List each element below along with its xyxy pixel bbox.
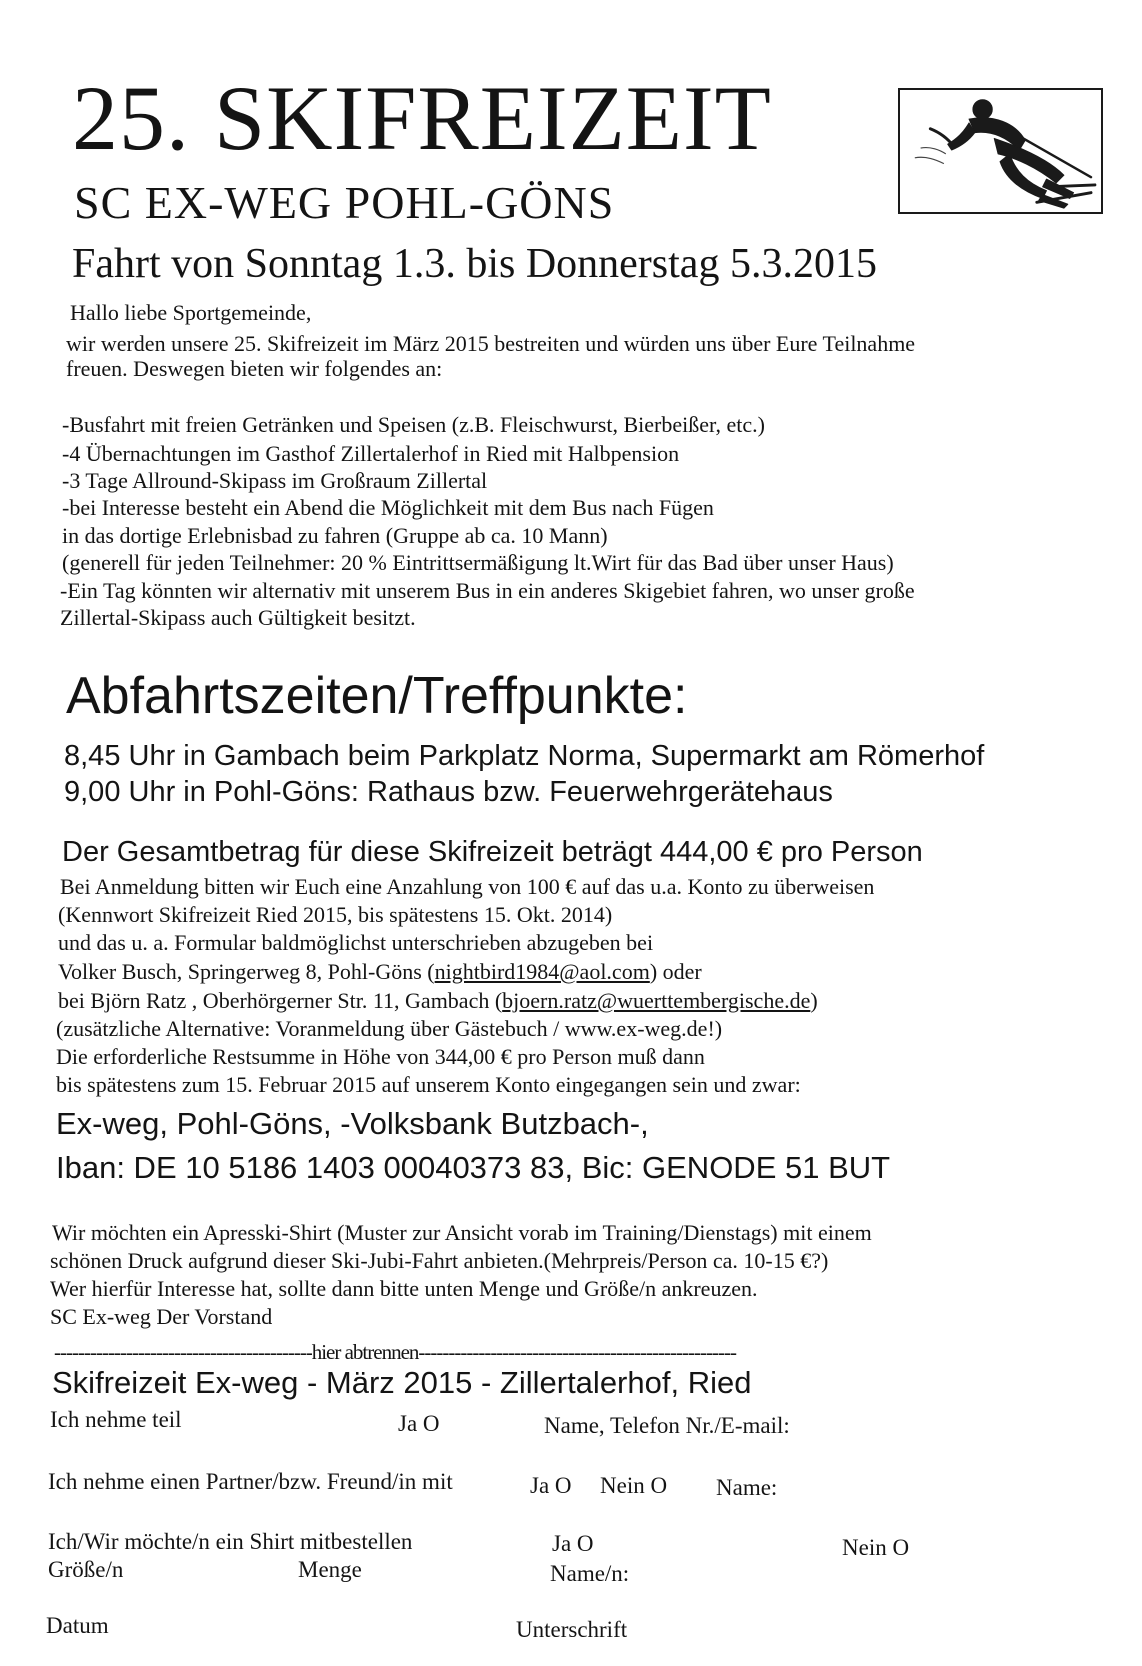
shirt-no-checkbox[interactable]: Nein O — [842, 1535, 910, 1560]
form-title: Skifreizeit Ex-weg - März 2015 - Zillertalerhof, Ried — [52, 1365, 752, 1400]
contact-volker — [58, 961, 702, 983]
offer-line: in das dortige Erlebnisbad zu fahren (Gruppe ab ca. 10 Mann) — [62, 523, 608, 548]
signoff: SC Ex-weg Der Vorstand — [50, 1304, 273, 1329]
cut-line: -------------------------------------------hier abtrennen----------------------------------------------------- — [54, 1340, 737, 1364]
intro-line: wir werden unsere 25. Skifreizeit im März 2015 bestreiten und würden uns über Eure Teilnahme — [66, 331, 916, 356]
total-price: Der Gesamtbetrag für diese Skifreizeit beträgt 444,00 € pro Person — [62, 836, 923, 868]
partner-label: Ich nehme einen Partner/bzw. Freund/in mit — [48, 1469, 453, 1494]
page-title: 25. SKIFREIZEIT — [72, 67, 772, 169]
partner-name-label: Name: — [716, 1475, 778, 1500]
club-name: SC EX-WEG POHL-GÖNS — [74, 177, 615, 228]
name-contact-label: Name, Telefon Nr./E-mail: — [544, 1413, 790, 1438]
signature-label: Unterschrift — [516, 1617, 628, 1642]
offer-line: (generell für jeden Teilnehmer: 20 % Eintrittsermäßigung lt.Wirt für das Bad über unser Haus) — [62, 550, 894, 575]
contact-bjoern — [58, 990, 818, 1012]
payment-line: Die erforderliche Restsumme in Höhe von 344,00 € pro Person muß dann — [56, 1044, 705, 1069]
payment-line: (Kennwort Skifreizeit Ried 2015, bis spätestens 15. Okt. 2014) — [58, 902, 613, 927]
partner-no-checkbox[interactable]: Nein O — [600, 1473, 668, 1498]
bank-account: Ex-weg, Pohl-Göns, -Volksbank Butzbach-, — [56, 1106, 649, 1141]
participate-label: Ich nehme teil — [50, 1407, 182, 1432]
contact-text: ) — [810, 988, 818, 1013]
offer-line: -Ein Tag könnten wir alternativ mit unserem Bus in ein anderes Skigebiet fahren, wo unser große — [60, 578, 915, 603]
trip-dates: Fahrt von Sonntag 1.3. bis Donnerstag 5.3.2015 — [72, 241, 877, 287]
contact-text: Volker Busch, Springerweg 8, Pohl-Göns ( — [58, 959, 435, 984]
payment-line: bis spätestens zum 15. Februar 2015 auf unserem Konto eingegangen sein und zwar: — [56, 1072, 801, 1097]
partner-yes-checkbox[interactable]: Ja O — [530, 1473, 572, 1498]
participate-yes-checkbox[interactable]: Ja O — [398, 1411, 440, 1436]
intro-line: freuen. Deswegen bieten wir folgendes an: — [66, 356, 443, 381]
offer-line: -Busfahrt mit freien Getränken und Speisen (z.B. Fleischwurst, Bierbeißer, etc.) — [62, 412, 765, 437]
contact-text: ) oder — [649, 959, 702, 984]
size-label: Größe/n — [48, 1557, 124, 1582]
offer-line: -4 Übernachtungen im Gasthof Zillertalerhof in Ried mit Halbpension — [62, 441, 680, 466]
payment-line: Bei Anmeldung bitten wir Euch eine Anzahlung von 100 € auf das u.a. Konto zu überweisen — [60, 874, 875, 899]
shirt-yes-checkbox[interactable]: Ja O — [552, 1531, 594, 1556]
offer-line: -3 Tage Allround-Skipass im Großraum Zillertal — [62, 468, 488, 493]
offer-line: Zillertal-Skipass auch Gültigkeit besitzt. — [60, 605, 416, 630]
skier-image — [898, 88, 1103, 214]
payment-line: und das u. a. Formular baldmöglichst unterschrieben abzugeben bei — [58, 930, 654, 955]
email-link[interactable]: nightbird1984@aol.com — [434, 959, 650, 984]
intro-line: Hallo liebe Sportgemeinde, — [70, 300, 312, 325]
contact-text: bei Björn Ratz , Oberhörgerner Str. 11, Gambach ( — [58, 988, 503, 1013]
payment-line: (zusätzliche Alternative: Voranmeldung über Gästebuch / www.ex-weg.de!) — [56, 1016, 723, 1041]
departure-time: 9,00 Uhr in Pohl-Göns: Rathaus bzw. Feuerwehrgerätehaus — [64, 776, 833, 808]
shirt-line: Wer hierfür Interesse hat, sollte dann bitte unten Menge und Größe/n ankreuzen. — [50, 1276, 758, 1301]
shirt-line: Wir möchten ein Apresski-Shirt (Muster zur Ansicht vorab im Training/Dienstags) mit einem — [52, 1220, 872, 1245]
shirt-order-label: Ich/Wir möchte/n ein Shirt mitbestellen — [48, 1529, 413, 1554]
date-label: Datum — [46, 1613, 109, 1638]
offer-line: -bei Interesse besteht ein Abend die Möglichkeit mit dem Bus nach Fügen — [62, 495, 714, 520]
bank-iban: Iban: DE 10 5186 1403 00040373 83, Bic: GENODE 51 BUT — [56, 1150, 891, 1185]
departures-heading: Abfahrtszeiten/Treffpunkte: — [66, 667, 688, 725]
email-link[interactable]: bjoern.ratz@wuerttembergische.de — [502, 988, 811, 1013]
quantity-label: Menge — [298, 1557, 362, 1582]
shirt-line: schönen Druck aufgrund dieser Ski-Jubi-Fahrt anbieten.(Mehrpreis/Person ca. 10-15 €?) — [50, 1248, 829, 1273]
names-label: Name/n: — [550, 1561, 630, 1586]
departure-time: 8,45 Uhr in Gambach beim Parkplatz Norma, Supermarkt am Römerhof — [64, 740, 985, 772]
